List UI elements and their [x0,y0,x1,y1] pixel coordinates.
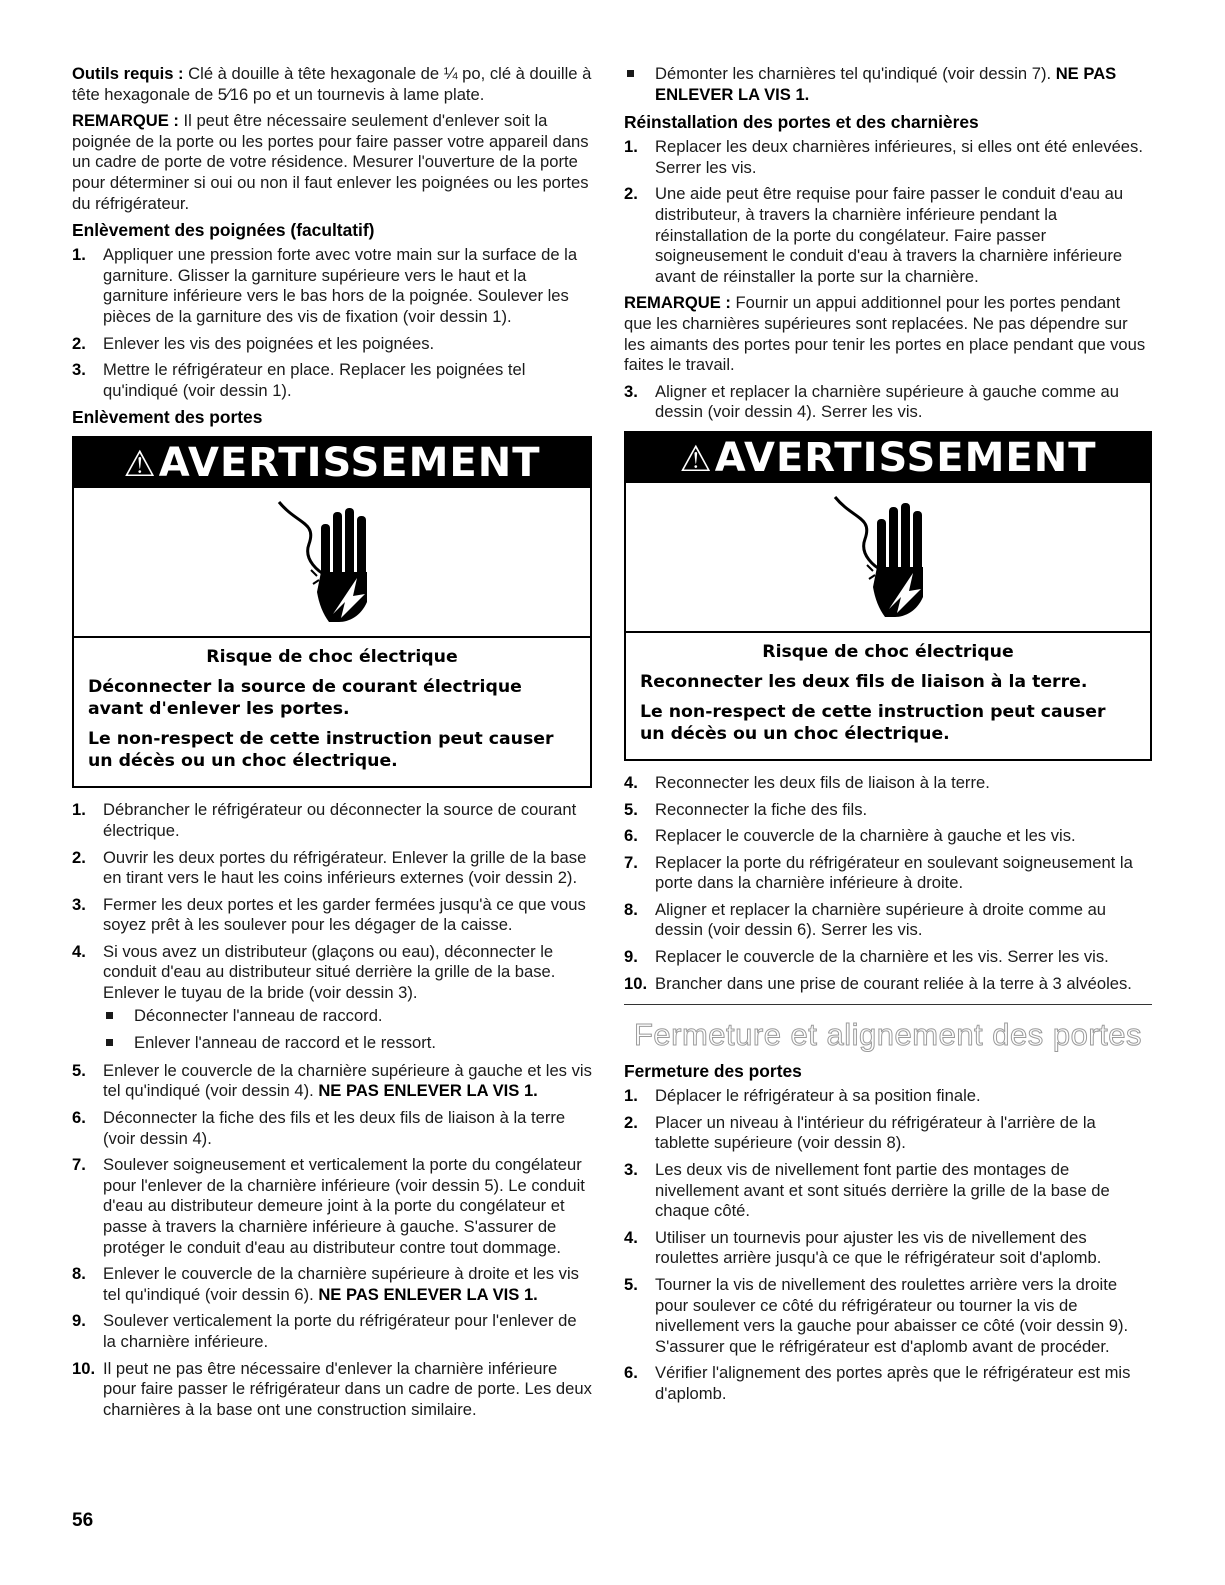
left-column [72,64,592,1426]
list-item: 2. Enlever les vis des poignées et les poignées. [72,333,435,353]
reinstall-steps-c [624,773,1152,994]
list-item: 4. Si vous avez un distributeur (glaçons ou eau), déconnecter le conduit d'eau au distributeur situé derrière la grille de la base. Enlever le tuyau de la bride (voir dessin 3). Déconnecter l'anneau de raccord. Enlever l'anneau de raccord et le ressort. [72,942,592,1054]
reinstall-steps-b [624,382,1152,423]
doors-removal-steps [72,800,592,1420]
list-item: 8. Aligner et replacer la charnière supérieure à droite comme au dessin (voir dessin 6). Serrer les vis. [624,899,1107,940]
section-divider [624,1004,1152,1005]
list-item: 4. Utiliser un tournevis pour ajuster les vis de nivellement des roulettes arrière jusqu'à ce que le réfrigérateur soit d'aplomb. [624,1227,1102,1268]
warning-consequence: Le non-respect de cette instruction peut causer un décès ou un choc électrique. [88,729,554,772]
list-item: 1. Déplacer le réfrigérateur à sa position finale. [624,1086,981,1106]
right-column [624,64,1152,1411]
intro-note: REMARQUE : Il peut être nécessaire seulement d'enlever soit la poignée de la porte ou les portes pour faire passer votre appareil dans un cadre de porte de votre résidence. Mesurer l'ouverture de la porte pour déterminer si oui ou non il faut enlever les poignées ou les portes du réfrigérateur. [72,111,589,213]
warning-instruction: Déconnecter la source de courant électrique avant d'enlever les portes. [88,677,522,720]
list-item: 5. Reconnecter la fiche des fils. [624,799,868,819]
page-number: 56 [72,1510,94,1531]
tools-required: Outils requis : Clé à douille à tête hexagonale de ¼ po, clé à douille à tête hexagonale de 5⁄16 po et un tournevis à lame plate. [72,64,592,104]
list-item: 1. Débrancher le réfrigérateur ou déconnecter la source de courant électrique. [72,800,577,840]
warning-triangle-icon: ⚠ [679,438,713,480]
list-item: 1. Replacer les deux charnières inférieures, si elles ont été enlevées. Serrer les vis. [624,137,1143,177]
list-item: 9. Replacer le couvercle de la charnière et les vis. Serrer les vis. [624,947,1109,967]
list-item: 2. Une aide peut être requise pour faire passer le conduit d'eau au distributeur, à travers la charnière inférieure pendant la réinstallation de la porte du congélateur. Faire passer soigneusement le conduit d'eau à travers la charnière inférieure avant de réinstaller la porte sur la charnière. [624,184,1124,286]
list-item: 7. Soulever soigneusement et verticalement la porte du congélateur pour l'enlever de la charnière inférieure (voir dessin 5). Le conduit d'eau au distributeur demeure joint à la porte du congélateur et passe à travers la charnière inférieure à gauche. S'assurer de protéger le conduit d'eau au distributeur contre tout dommage. [72,1155,585,1257]
warning-text [626,633,1150,759]
electric-shock-hand-icon [626,483,1150,633]
warning-header: ⚠AVERTISSEMENT [626,433,1150,483]
list-item: 3. Mettre le réfrigérateur en place. Replacer les poignées tel qu'indiqué (voir dessin 1). [72,360,526,400]
electric-shock-hand-icon [74,488,590,638]
list-item: 10. Brancher dans une prise de courant reliée à la terre à 3 alvéoles. [624,973,1132,993]
square-bullet-icon [627,70,634,77]
list-item: 6. Vérifier l'alignement des portes après que le réfrigérateur est mis d'aplomb. [624,1363,1131,1403]
bullet-item: Démonter les charnières tel qu'indiqué (voir dessin 7). NE PAS ENLEVER LA VIS 1. [624,64,1152,105]
warning-text [74,638,590,786]
square-bullet-icon [106,1012,113,1019]
list-item: 5. Enlever le couvercle de la charnière supérieure à gauche et les vis tel qu'indiqué (voir dessin 4). NE PAS ENLEVER LA VIS 1. [72,1060,592,1101]
bullet-item: Déconnecter l'anneau de raccord. [103,1006,592,1027]
doors-removal-title: Enlèvement des portes [72,407,263,428]
list-item: 5. Tourner la vis de nivellement des roulettes arrière vers la droite pour soulever ce côté du réfrigérateur ou tourner la vis de nivellement vers la gauche pour abaisser ce côté (voir dessin 9). S'assurer que le réfrigérateur est d'aplomb avant de procéder. [624,1275,1129,1356]
handles-steps [72,245,592,401]
list-item: 1. Appliquer une pression forte avec votre main sur la surface de la garniture. Glisser la garniture supérieure vers le haut et la garniture inférieure vers le bas hors de la poignée. Soulever les pièces de la garniture des vis de fixation (voir dessin 1). [72,245,578,326]
closing-steps [624,1086,1152,1404]
warning-consequence: Le non-respect de cette instruction peut causer un décès ou un choc électrique. [640,701,1106,744]
list-item: 2. Ouvrir les deux portes du réfrigérateur. Enlever la grille de la base en tirant vers le haut les coins inférieurs externes (voir dessin 2). [72,847,587,888]
list-item: 8. Enlever le couvercle de la charnière supérieure à droite et les vis tel qu'indiqué (voir dessin 6). NE PAS ENLEVER LA VIS 1. [72,1264,579,1304]
warning-box-reconnect [624,431,1152,761]
list-item: 6. Déconnecter la fiche des fils et les deux fils de liaison à la terre (voir dessin 4). [72,1108,566,1148]
list-item: 9. Soulever verticalement la porte du réfrigérateur pour l'enlever de la charnière inférieure. [72,1311,577,1351]
list-item: 6. Replacer le couvercle de la charnière à gauche et les vis. [624,826,1076,846]
warning-box-disconnect [72,436,592,788]
list-item: 3. Les deux vis de nivellement font partie des montages de nivellement avant et sont situés derrière la grille de la base de chaque côté. [624,1160,1110,1221]
warning-header: ⚠AVERTISSEMENT [74,438,590,488]
warning-risk: Risque de choc électrique [762,641,1014,662]
warning-instruction: Reconnecter les deux fils de liaison à la terre. [640,671,1088,692]
warning-triangle-icon: ⚠ [123,444,157,486]
warning-risk: Risque de choc électrique [206,647,458,668]
bullet-item: Enlever l'anneau de raccord et le ressort. [103,1033,592,1054]
section-title: Fermeture et alignement des portes [633,1017,1143,1053]
handles-title: Enlèvement des poignées (facultatif) [72,220,375,241]
coupling-bullets [103,1006,592,1054]
list-item: 7. Replacer la porte du réfrigérateur en soulevant soigneusement la porte dans la charnière inférieure à droite. [624,852,1133,893]
list-item: 2. Placer un niveau à l'intérieur du réfrigérateur à l'arrière de la tablette supérieure (voir dessin 8). [624,1112,1096,1153]
closing-title: Fermeture des portes [624,1061,802,1082]
list-item: 4. Reconnecter les deux fils de liaison à la terre. [624,772,990,792]
reinstall-note: REMARQUE : Fournir un appui additionnel pour les portes pendant que les charnières supérieures sont replacées. Ne pas dépendre sur les aimants des portes pour tenir les portes en place pendant que vous faites le travail. [624,293,1146,375]
list-item: 10. Il peut ne pas être nécessaire d'enlever la charnière inférieure pour faire passer le réfrigérateur dans un cadre de porte. Les deux charnières à la base ont une construction similaire. [72,1358,592,1419]
reinstall-title: Réinstallation des portes et des charnières [624,112,979,133]
list-item: 3. Aligner et replacer la charnière supérieure à gauche comme au dessin (voir dessin 4). Serrer les vis. [624,381,1119,422]
hinge-bullets [624,64,1152,105]
list-item: 3. Fermer les deux portes et les garder fermées jusqu'à ce que vous soyez prêt à les soulever pour les dégager de la caisse. [72,894,586,935]
reinstall-steps-a [624,137,1152,287]
square-bullet-icon [106,1039,113,1046]
